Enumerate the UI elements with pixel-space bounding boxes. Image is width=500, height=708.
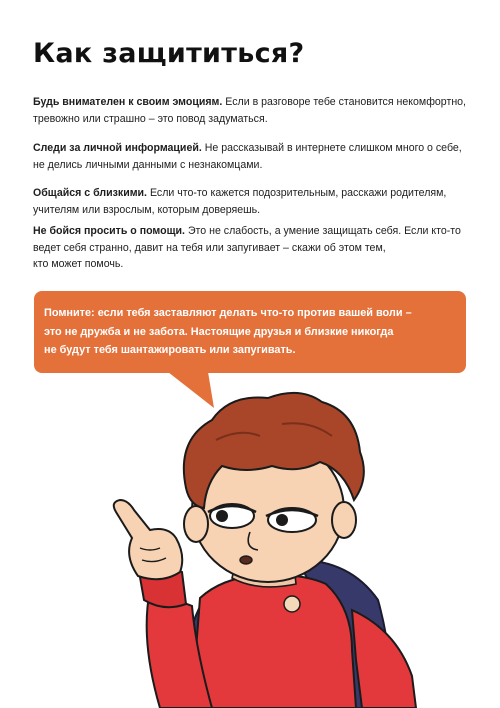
right-ear (332, 502, 356, 538)
tip-close-people-heading: Общайся с близкими. (33, 187, 148, 199)
shirt (192, 575, 356, 708)
page-title: Как защититься? (33, 38, 305, 69)
tip-emotions-heading: Будь внимателен к своим эмоциям. (33, 96, 223, 108)
tip-personal-info-line-1: Не рассказывай в интернете слишком много о себе, (201, 142, 462, 154)
speech-bubble-tail (168, 372, 214, 408)
left-ear (184, 506, 208, 542)
mouth (240, 556, 252, 564)
pin-badge (284, 596, 300, 612)
tip-ask-for-help-line-1: Это не слабость, а умение защищать себя. Если кто-то (185, 225, 461, 237)
tip-ask-for-help-line-2: ведет себя странно, давит на тебя или запугивает – скажи об этом тем, (33, 241, 386, 254)
boy-illustration (0, 360, 500, 708)
tip-personal-info-line-2: не делись личными данными с незнакомцами. (33, 158, 263, 171)
tip-close-people-line-1: Если что-то кажется подозрительным, расскажи родителям, (147, 187, 447, 199)
tip-ask-for-help (33, 223, 473, 273)
tip-emotions-line-2: тревожно или страшно – это повод задуматься. (33, 112, 268, 125)
callout-line-3: не будут тебя шантажировать или запугивать. (44, 344, 296, 356)
pointing-hand (114, 500, 183, 579)
tip-close-people-line-2: учителям или взрослым, которым доверяешь. (33, 203, 261, 216)
callout-line-2: это не дружба и не забота. Настоящие друзья и близкие никогда (44, 325, 394, 338)
tip-personal-info (33, 140, 473, 173)
tip-ask-for-help-line-3: кто может помочь. (33, 258, 124, 270)
tip-emotions-line-1: Если в разговоре тебе становится некомфортно, (222, 96, 466, 108)
tip-personal-info-heading: Следи за личной информацией. (33, 142, 202, 154)
callout-text (44, 304, 460, 360)
tip-emotions (33, 94, 473, 127)
tip-ask-for-help-heading: Не бойся просить о помощи. (33, 225, 185, 237)
tip-close-people (33, 185, 473, 218)
callout-line-1: Помните: если тебя заставляют делать что-то против вашей воли – (44, 307, 412, 319)
